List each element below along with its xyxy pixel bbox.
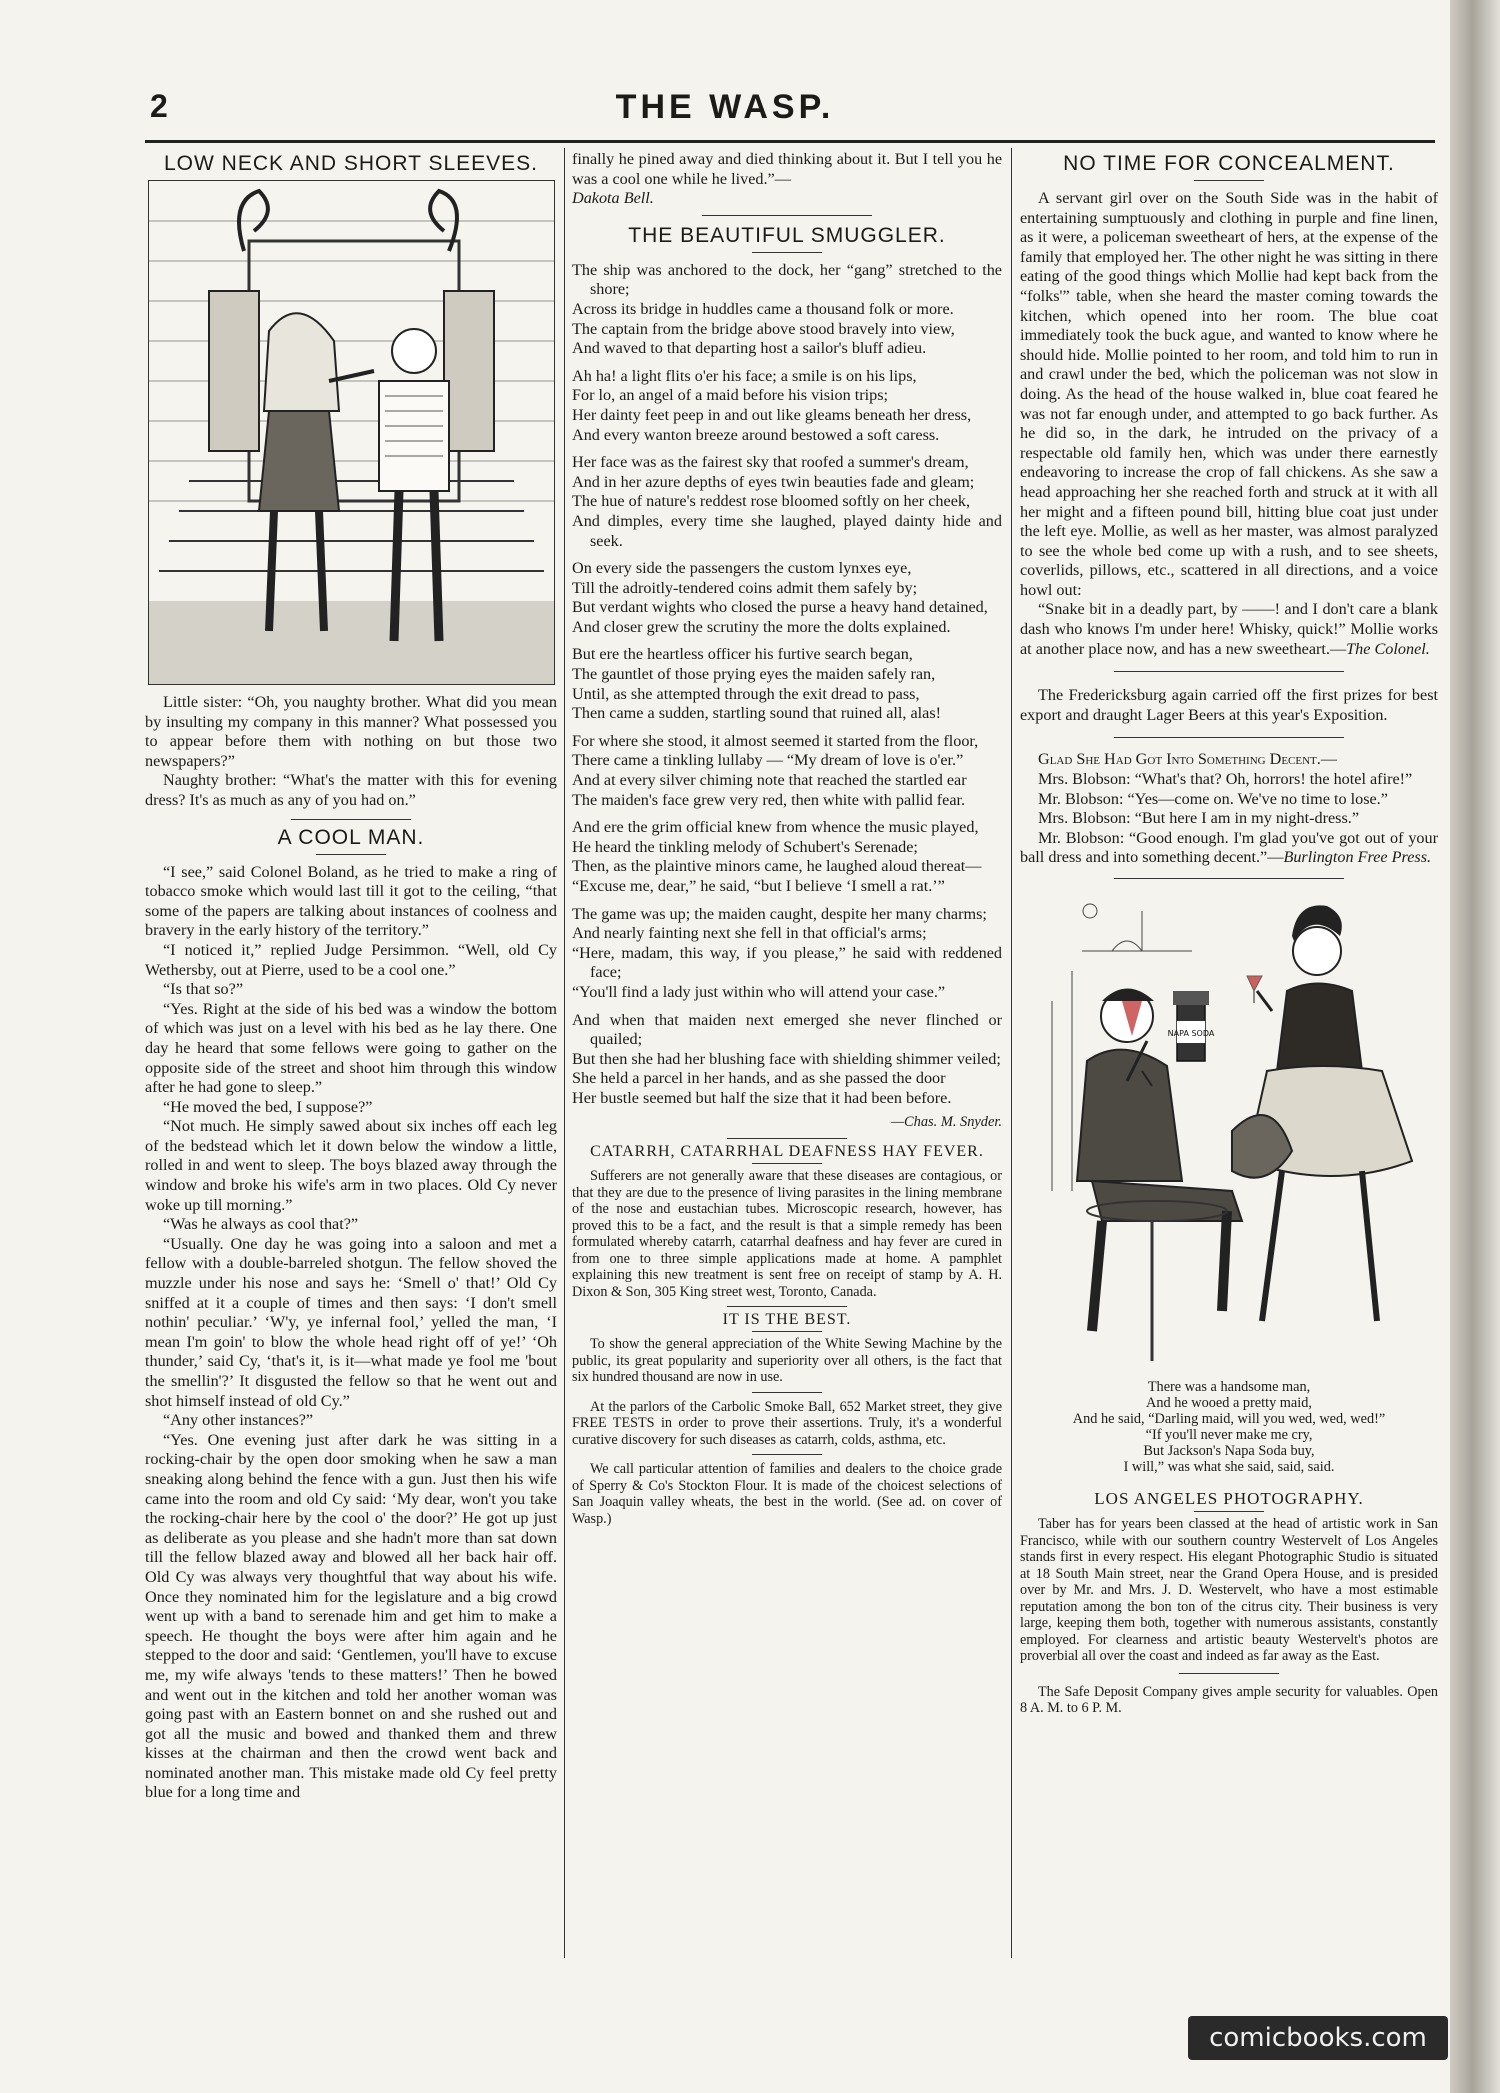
- dialogue-line: Little sister: “Oh, you naughty brother. What did you mean by insulting my company in this manner? What possessed you to appear before them with nothing on but those two newspapers?”: [145, 693, 557, 770]
- heading-rule: [752, 1163, 822, 1164]
- poem-stanza: [572, 367, 1002, 445]
- poem-line: But ere the heartless officer his furtive search began,: [572, 645, 913, 664]
- section-rule: [727, 1306, 847, 1307]
- ad-text-photography: Taber has for years been classed at the head of artistic work in San Francisco, while with our southern country Westervelt of Los Angeles stands first in every respect. His elegant Photographic Studio is situated at 18 South Main street, near the Grand Opera House, and is presided over by Mr. and Mrs. J. D. Westervelt, who have a most estimable reputation among the bon ton of the citrus city. Their business is very large, keeping them both, together with numerous assistants, constantly employed. For clearness and artistic beauty Westervelt's photos are proverbial all over the coast and indeed as far away as the East.: [1020, 1516, 1438, 1664]
- dialogue-line: Naughty brother: “What's the matter with this for evening dress? It's as much as any of you had on.”: [145, 771, 557, 809]
- story-paragraph: “He moved the bed, I suppose?”: [163, 1097, 373, 1116]
- notice-fredericksburg: The Fredericksburg again carried off the first prizes for best export and draught Lager Beers at this year's Exposition.: [1020, 686, 1438, 724]
- poem-line: For where she stood, it almost seemed it started from the floor,: [572, 731, 979, 750]
- poem-stanza: [572, 261, 1002, 359]
- poem-line: The ship was anchored to the dock, her “gang” stretched to the shore;: [572, 260, 1002, 299]
- poem-heading: THE BEAUTIFUL SMUGGLER.: [628, 223, 946, 247]
- column-3: [1020, 150, 1438, 1717]
- article-heading-cool-man: A COOL MAN.: [277, 825, 425, 849]
- poem-line: “Excuse me, dear,” he said, “but I believe ‘I smell a rat.’”: [572, 877, 945, 895]
- heading-rule: [1179, 1673, 1279, 1674]
- poem-line: But verdant wights who closed the purse a heavy hand detained,: [572, 598, 988, 617]
- story-paragraph: A servant girl over on the South Side was in the habit of entertaining sumptuously and clothing in purple and fine linen, as it were, a policeman sweetheart of hers, at the expense of the family that employed her. The other night he was sitting in there eating of the good things which Mollie had kept back from the “folks'” table, when she heard the master coming towards the kitchen, which opened into her room. The blue coat immediately took the buck ague, and wanted to know where he should hide. Mollie pointed to her room, and told him to run in and crawl under the bed, which the policeman was not slow in doing. As the head of the house walked in, blue coat feared he was not far enough under, and attempted to go back further. As he did so, in the dark, he intruded on the privacy of a respectable old family hen, which was under there earnestly endeavoring to increase the crop of fall chickens. As she saw a head approaching her she reached forth and struck at it with all her might and a fifteen pound bill, hitting blue coat just under the left eye. Mollie, as well as her master, was almost paralyzed to see the whole bed come up with a rush, and to see sheets, coverlids, pillows, etc., scattered in all directions, and a voice howl out:: [1020, 189, 1438, 599]
- poem-line: The gauntlet of those prying eyes the maiden safely ran,: [572, 665, 936, 684]
- poem-stanza: [572, 453, 1002, 551]
- ad-text-safe-deposit: The Safe Deposit Company gives ample security for valuables. Open 8 A. M. to 6 P. M.: [1020, 1683, 1438, 1716]
- watermark-label: comicbooks.com: [1188, 2016, 1448, 2060]
- heading-rule: [1194, 180, 1264, 181]
- illustration-children: [148, 180, 555, 685]
- poem-line: And waved to that departing host a sailor's bluff adieu.: [572, 339, 927, 358]
- poem-line: And at every silver chiming note that reached the startled ear: [572, 771, 967, 790]
- heading-rule: [316, 854, 386, 855]
- section-rule: [1114, 878, 1344, 879]
- notice-line: Mr. Blobson: “Yes—come on. We've no time to lose.”: [1038, 789, 1388, 808]
- bottle-label: NAPA SODA: [1167, 1029, 1214, 1038]
- ad-text-flour: We call particular attention of families and dealers to the choice grade of Sperry & Co's Stockton Flour. It is made of the choicest selections of San Joaquin valley wheats, the best in the world. (See ad. on cover of Wasp.): [572, 1461, 1002, 1527]
- section-rule: [727, 1138, 847, 1139]
- heading-rule: [752, 1392, 822, 1393]
- notice-heading-decent: Glad She Had Got Into Something Decent.—: [1038, 750, 1337, 769]
- poem-line: But then she had her blushing face with shielding shimmer veiled;: [572, 1049, 1001, 1068]
- poem-line: “Here, madam, this way, if you please,” he said with reddened face;: [572, 943, 1002, 982]
- story-paragraph: “Is that so?”: [163, 980, 244, 999]
- binding-spine: [1450, 0, 1500, 2093]
- poem-line: Till the adroitly-tendered coins admit them safely by;: [572, 578, 918, 597]
- page-number: 2: [150, 88, 168, 124]
- notice-line: Mr. Blobson: “Good enough. I'm glad you've got out of your ball dress and into something decent.”—Burlington Free Press.: [1020, 828, 1438, 867]
- poem-line: And ere the grim official knew from whence the music played,: [572, 818, 979, 837]
- story-paragraph: “I see,” said Colonel Boland, as he tried to make a ring of tobacco smoke which would last till it got to the ceiling, “that some of the papers are talking about instances of coolness and bravery in the early history of the territory.”: [145, 862, 557, 940]
- notice-source: Burlington Free Press.: [1283, 848, 1432, 867]
- story-paragraph: “Was he always as cool that?”: [163, 1215, 359, 1234]
- masthead-title: THE WASP.: [615, 88, 835, 126]
- poem-line: The game was up; the maiden caught, despite her many charms;: [572, 904, 987, 923]
- poem-body: [572, 261, 1002, 1109]
- story-paragraph: “I noticed it,” replied Judge Persimmon. “Well, old Cy Wethersby, out at Pierre, used to be a cool one.”: [145, 940, 557, 979]
- poem-stanza: [572, 645, 1002, 723]
- ad-heading-catarrh: CATARRH, CATARRHAL DEAFNESS HAY FEVER.: [590, 1143, 984, 1161]
- continued-source: Dakota Bell.: [572, 189, 654, 208]
- poem-line: And when that maiden next emerged she never flinched or quailed;: [572, 1010, 1002, 1049]
- ad-text-smoke-ball: At the parlors of the Carbolic Smoke Ball, 652 Market street, they give FREE TESTS in order to prove their assertions. Truly, it's a wonderful curative discovery for such diseases as catarrh, colds, asthma, etc.: [572, 1398, 1002, 1448]
- illustration-couple: [1032, 891, 1427, 1371]
- ad-text-catarrh: Sufferers are not generally aware that these diseases are contagious, or that they are due to the presence of living parasites in the lining membrane of the nose and eustachian tubes. Microscopic research, however, has proved this to be a fact, and the result is that a simple remedy has been formulated whereby catarrh, catarrhal deafness and hay fever are cured in from one to three simple applications made at home. A pamphlet explaining this new treatment is sent free on receipt of stamp by A. H. Dixon & Son, 305 King street west, Toronto, Canada.: [572, 1168, 1002, 1300]
- poem-line: Then came a sudden, startling sound that ruined all, alas!: [572, 704, 942, 723]
- poem-line: The captain from the bridge above stood bravely into view,: [572, 319, 955, 338]
- ad-text-sewing: To show the general appreciation of the White Sewing Machine by the public, its great popularity and superiority over all others, is the fact that six hundred thousand are now in use.: [572, 1336, 1002, 1386]
- poem-line: And every wanton breeze around bestowed a soft caress.: [572, 425, 940, 444]
- poem-line: On every side the passengers the custom lynxes eye,: [572, 559, 912, 578]
- poem-line: Her dainty feet peep in and out like gleams beneath her dress,: [572, 405, 972, 424]
- story-paragraph: “Not much. He simply sawed about six inches off each leg of the bedstead which let it down below the window a little, rolled in and went to sleep. The boys blazed away through the window and broke his wife's arm in two places. Old Cy never woke up till morning.”: [145, 1117, 557, 1214]
- poem-stanza: [572, 559, 1002, 637]
- poem-line: Until, as she attempted through the exit dread to pass,: [572, 684, 920, 703]
- story-paragraph: “Yes. Right at the side of his bed was a window the bottom of which was just on a level with his bed as he lay there. One day he heard that some fellows were going to gather on the opposite side of the street and shoot him through this window after he had gone to sleep.”: [145, 999, 557, 1097]
- poem-line: She held a parcel in her hands, and as she passed the door: [572, 1069, 946, 1088]
- continued-text: finally he pined away and died thinking about it. But I tell you he was a cool one while he lived.”— Dakota Bell.: [572, 150, 1002, 208]
- column-divider-2: [1011, 148, 1012, 1958]
- poem-line: There came a tinkling lullaby — “My dream of love is o'er.”: [572, 751, 964, 770]
- poem-line: He heard the tinkling melody of Schubert's Serenade;: [572, 837, 918, 856]
- poem-line: Ah ha! a light flits o'er his face; a smile is on his lips,: [572, 366, 917, 385]
- ad-heading-photography: LOS ANGELES PHOTOGRAPHY.: [1094, 1489, 1364, 1508]
- article-heading-low-neck: LOW NECK AND SHORT SLEEVES.: [164, 152, 538, 175]
- heading-rule: [752, 1331, 822, 1332]
- section-rule: [291, 819, 411, 820]
- column-1: [145, 150, 557, 1803]
- section-rule: [1114, 671, 1344, 672]
- poem-line: And closer grew the scrutiny the more the dolts explained.: [572, 617, 951, 636]
- poem-line: Her bustle seemed but half the size that it had been before.: [572, 1088, 952, 1107]
- poem-author: —Chas. M. Snyder.: [891, 1113, 1002, 1130]
- poem-line: And nearly fainting next she fell in that official's arms;: [572, 924, 927, 943]
- poem-stanza: [572, 905, 1002, 1003]
- poem-line: And in her azure depths of eyes twin beauties fade and gleam;: [572, 472, 975, 491]
- story-source: The Colonel.: [1346, 639, 1430, 658]
- article-heading-concealment: NO TIME FOR CONCEALMENT.: [1063, 152, 1395, 175]
- story-paragraph: “Any other instances?”: [163, 1411, 314, 1430]
- poem-stanza: [572, 818, 1002, 896]
- section-rule: [702, 215, 872, 216]
- header-rule: [145, 140, 1435, 143]
- poem-line: For lo, an angel of a maid before his vision trips;: [572, 386, 889, 405]
- poem-line: The maiden's face grew very red, then white with pallid fear.: [572, 790, 966, 809]
- notice-line: Mrs. Blobson: “What's that? Oh, horrors! the hotel afire!”: [1038, 770, 1413, 789]
- story-paragraph: “Yes. One evening just after dark he was sitting in a rocking-chair by the open door smoking when he saw a man sneaking along behind the fence with a gun. Just then his wife came into the room and old Cy said: ‘My dear, won't you take the rocking-chair here by the cool o' the door?’ He got up just as deliberate as you please and she hadn't more than sat down till the fellow blazed away and blowed all her back hair off. Old Cy was always very thoughtful that way about his wife. Once they nominated him for the legislature and a big crowd went up with a band to serenade him and get him to make a speech. He thought the boys were after him again and he stepped to the door and said: ‘Gentlemen, you'll have to excuse me, my wife always 'tends to these matters!’ Then he bowed and went out in the kitchen and told her another woman was going past with an Eastern bonnet on and she rushed out and got all the music and bowed and thanked them and threw kisses at the chairman and then the crowd went back and nominated another man. This mistake made old Cy feel pretty blue for a long time and: [145, 1430, 557, 1802]
- poem-line: “You'll find a lady just within who will attend your case.”: [572, 982, 946, 1001]
- section-rule: [1114, 737, 1344, 738]
- notice-line: Mrs. Blobson: “But here I am in my night-dress.”: [1038, 809, 1360, 828]
- poem-line: Her face was as the fairest sky that roofed a summer's dream,: [572, 453, 969, 472]
- illustration-caption: There was a handsome man, And he wooed a pretty maid, And he said, “Darling maid, will you wed, wed, wed!” “If you'll never make me cry, But Jackson's Napa Soda buy, I will,” was what she said, said, said.: [1072, 1379, 1386, 1475]
- heading-rule: [1194, 1511, 1264, 1512]
- poem-stanza: [572, 1011, 1002, 1109]
- poem-line: The hue of nature's reddest rose bloomed softly on her cheek,: [572, 492, 971, 511]
- poem-line: And dimples, every time she laughed, played dainty hide and seek.: [572, 511, 1002, 550]
- poem-line: Then, as the plaintive minors came, he laughed aloud thereat—: [572, 857, 982, 876]
- poem-line: Across its bridge in huddles came a thousand folk or more.: [572, 299, 954, 318]
- ad-heading-best: IT IS THE BEST.: [722, 1311, 852, 1329]
- column-divider-1: [564, 148, 565, 1958]
- poem-stanza: [572, 732, 1002, 810]
- heading-rule: [752, 1454, 822, 1455]
- story-paragraph: “Usually. One day he was going into a saloon and met a fellow with a double-barreled shotgun. The fellow shoved the muzzle under his nose and says he: ‘Smell o' that!’ Old Cy sniffed at it a couple of times and then says: ‘I don't smell nothin' peculiar.’ ‘W'y, ye infernal fool,’ yelled the man, ‘I mean I'm goin' to blow the whole head right off of ye!’ ‘Oh thunder,’ said Cy, ‘that's it, is it—what made ye fool me 'bout the smellin'?’ It disgusted the fellow so that he went out and shot himself instead of old Cy.”: [145, 1234, 557, 1410]
- story-paragraph: “Snake bit in a deadly part, by ——! and I don't care a blank dash who knows I'm under here! Whisky, quick!” Mollie works at another place now, and has a new sweetheart.—The Colonel.: [1020, 600, 1438, 658]
- column-2: [572, 150, 1002, 1527]
- heading-rule: [752, 252, 822, 253]
